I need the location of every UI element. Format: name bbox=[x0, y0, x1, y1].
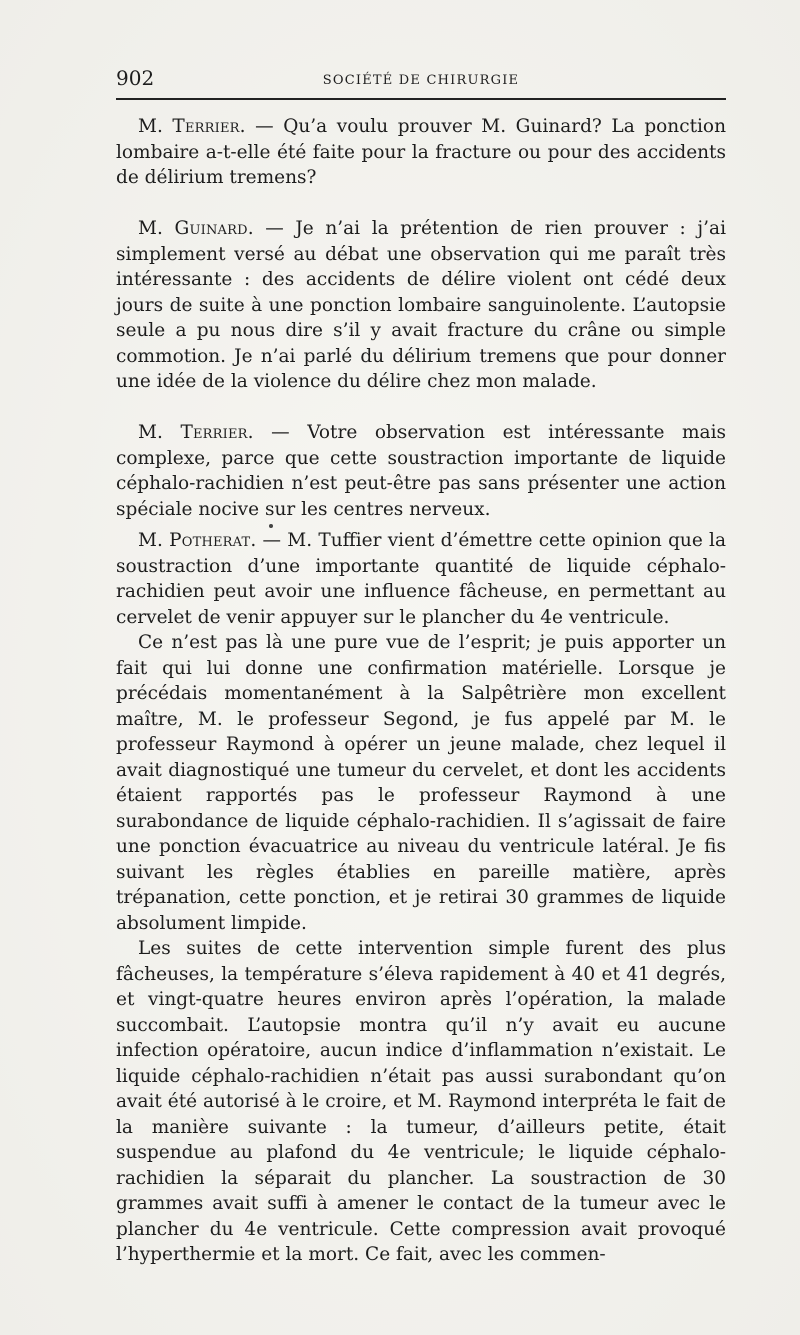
running-header bbox=[116, 64, 726, 98]
paragraph-guinard-reply bbox=[116, 216, 726, 395]
speaker-prefix: M. bbox=[138, 116, 173, 137]
speaker-name: Terrier bbox=[172, 116, 240, 137]
paragraph-text: . — Votre observation est intéressante mais complexe, parce que cette soustraction importante de liquide céphalo-rachidien n’est peut-être pas sans présenter une action spéciale nocive sur les centres nerveux. bbox=[116, 422, 726, 520]
speaker-prefix: M. bbox=[138, 530, 170, 551]
paragraph-text: . — Je n’ai la prétention de rien prouver : j’ai simplement versé au débat une observation qui me paraît très intéressante : des accidents de délire violent ont cédé deux jours de suite à une ponction lombaire sanguinolente. L’autopsie seule a pu nous dire s’il y avait fracture du crâne ou simple commotion. Je n’ai parlé du délirium tremens que pour donner une idée de la violence du délire chez mon malade. bbox=[116, 218, 726, 392]
paragraph-text: . — M. Tuffier vient d’émettre cette opinion que la soustraction d’une importante quantité de liquide céphalo-rachidien peut avoir une influence fâcheuse, en permettant au cervelet de venir appuyer sur le plancher du 4e ventricule. bbox=[116, 530, 726, 628]
paragraph-case-outcome: Les suites de cette intervention simple furent des plus fâcheuses, la température s’éleva rapidement à 40 et 41 degrés, et vingt-quatre heures environ après l’opération, la malade succombait. L’autopsie montra qu’il n’y avait eu aucune infection opératoire, aucun indice d’inflammation n’existait. Le liquide céphalo-rachidien n’était pas aussi surabondant qu’on avait été autorisé à le croire, et M. Raymond interpréta le fait de la manière suivante : la tumeur, d’ailleurs petite, était suspendue au plafond du 4e ventricule; le liquide céphalo-rachidien la séparait du plancher. La soustraction de 30 grammes avait suffi à amener le contact de la tumeur avec le plancher du 4e ventricule. Cette compression avait provoqué l’hyperthermie et la mort. Ce fait, avec les commen- bbox=[116, 938, 726, 1265]
paragraph-potherat-opening bbox=[116, 528, 726, 630]
header-rule bbox=[116, 98, 726, 100]
speaker-name: Guinard bbox=[174, 218, 248, 239]
journal-title: SOCIÉTÉ DE CHIRURGIE bbox=[322, 73, 520, 88]
paragraph-text: . — Qu’a voulu prouver M. Guinard? La ponction lombaire a-t-elle été faite pour la fracture ou pour des accidents de délirium tremens? bbox=[116, 116, 726, 188]
speaker-name: Potherat bbox=[169, 530, 251, 551]
paragraph-case-report: Ce n’est pas là une pure vue de l’esprit; je puis apporter un fait qui lui donne une confirmation matérielle. Lorsque je précédais momentanément à la Salpêtrière mon excellent maître, M. le professeur Segond, je fus appelé par M. le professeur Raymond à opérer un jeune malade, chez lequel il avait diagnostiqué une tumeur du cervelet, et dont les accidents étaient rapportés pas le professeur Raymond à une surabondance de liquide céphalo-rachidien. Il s’agissait de faire une ponction évacuatrice au niveau du ventricule latéral. Je fis suivant les règles établies en pareille matière, après trépanation, cette ponction, et je retirai 30 grammes de liquide absolument limpide. bbox=[116, 632, 726, 934]
paragraph-terrier-remark bbox=[116, 420, 726, 522]
body-text bbox=[116, 114, 726, 1268]
speaker-prefix: M. bbox=[138, 218, 175, 239]
speaker-name: Terrier bbox=[180, 422, 248, 443]
speaker-prefix: M. bbox=[138, 422, 181, 443]
paragraph-terrier-question bbox=[116, 114, 726, 191]
page-number: 902 bbox=[116, 66, 155, 90]
